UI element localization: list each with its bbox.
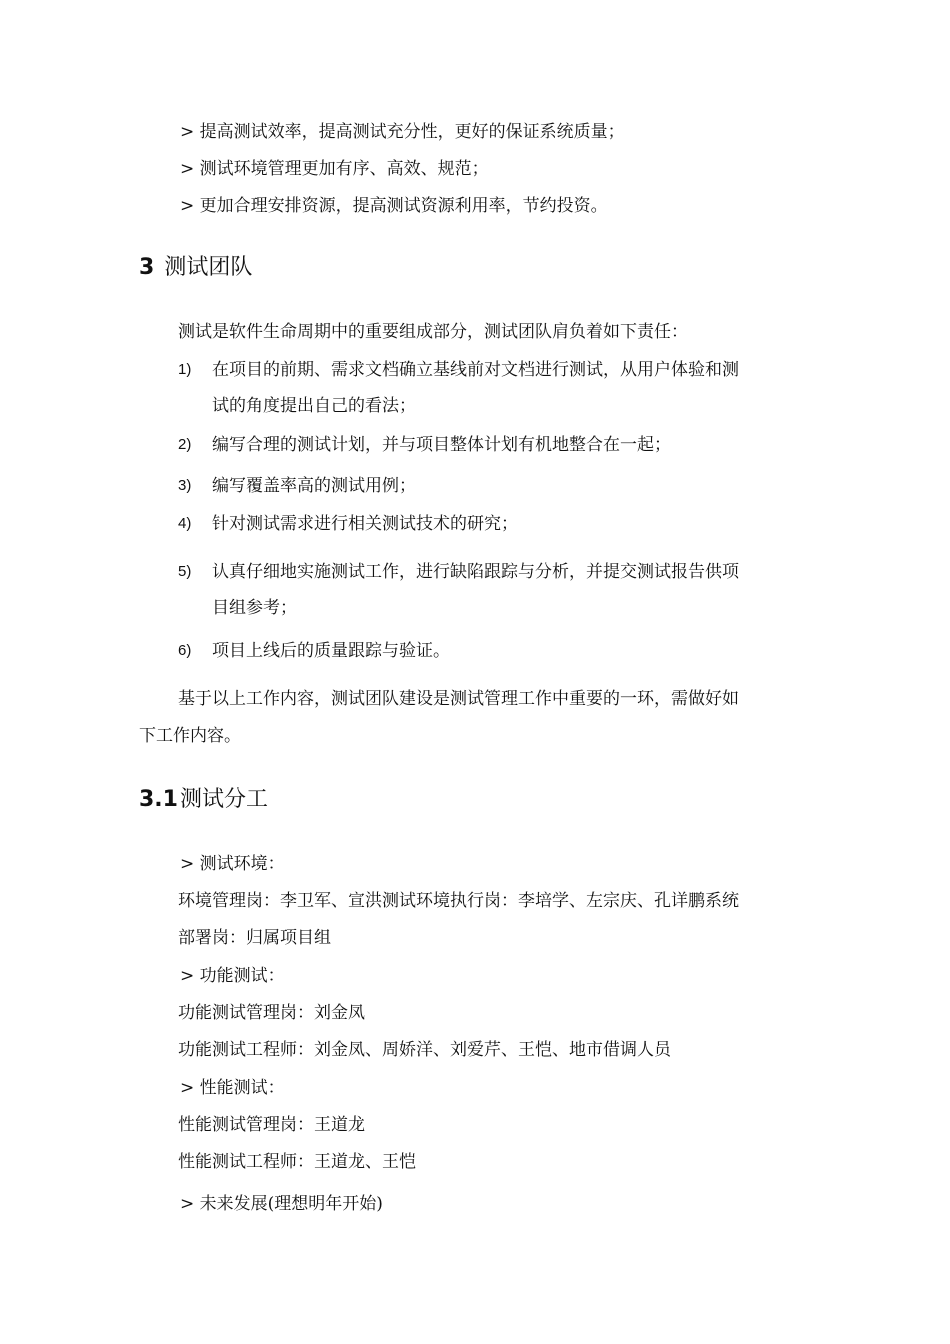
section-3-summary-line2: 下工作内容。 bbox=[139, 726, 241, 746]
section-3-intro: 测试是软件生命周期中的重要组成部分，测试团队肩负着如下责任： bbox=[178, 322, 688, 342]
list-item-5-line1: 认真仔细地实施测试工作，进行缺陷跟踪与分析，并提交测试报告供项 bbox=[212, 562, 739, 582]
list-number-3: 3) bbox=[178, 477, 192, 494]
list-item-1-line1: 在项目的前期、需求文档确立基线前对文档进行测试，从用户体验和测 bbox=[212, 360, 739, 380]
role-func-manager: 功能测试管理岗：刘金凤 bbox=[178, 1003, 365, 1023]
role-func-heading: > 功能测试： bbox=[180, 966, 285, 986]
list-item-1-line2: 试的角度提出自己的看法； bbox=[212, 396, 416, 416]
list-number-5: 5) bbox=[178, 563, 192, 580]
list-item-6-line1: 项目上线后的质量跟踪与验证。 bbox=[212, 641, 450, 661]
section-3-1-number: 3.1 bbox=[139, 787, 178, 812]
section-3-1-heading bbox=[139, 785, 268, 815]
bullet-resources: > 更加合理安排资源，提高测试资源利用率，节约投资。 bbox=[180, 196, 608, 216]
list-number-1: 1) bbox=[178, 361, 192, 378]
list-item-2-line1: 编写合理的测试计划，并与项目整体计划有机地整合在一起； bbox=[212, 435, 671, 455]
section-3-heading bbox=[139, 253, 252, 283]
role-perf-heading: > 性能测试： bbox=[180, 1078, 285, 1098]
role-env-line1: 环境管理岗：李卫军、宣洪测试环境执行岗：李培学、左宗庆、孔详鹏系统 bbox=[178, 891, 739, 911]
list-item-3-line1: 编写覆盖率高的测试用例； bbox=[212, 476, 416, 496]
section-3-number: 3 bbox=[139, 255, 155, 280]
list-number-2: 2) bbox=[178, 436, 192, 453]
list-number-4: 4) bbox=[178, 515, 192, 532]
future-development: > 未来发展(理想明年开始) bbox=[180, 1194, 383, 1214]
bullet-efficiency: > 提高测试效率，提高测试充分性，更好的保证系统质量； bbox=[180, 122, 625, 142]
role-env-line2: 部署岗：归属项目组 bbox=[178, 928, 331, 948]
role-perf-manager: 性能测试管理岗：王道龙 bbox=[178, 1115, 365, 1135]
section-3-1-title: 测试分工 bbox=[179, 787, 268, 812]
list-item-5-line2: 目组参考； bbox=[212, 598, 297, 618]
list-number-6: 6) bbox=[178, 642, 192, 659]
role-perf-engineers: 性能测试工程师：王道龙、王恺 bbox=[178, 1152, 416, 1172]
role-func-engineers: 功能测试工程师：刘金凤、周娇洋、刘爱芹、王恺、地市借调人员 bbox=[178, 1040, 671, 1060]
section-3-summary-line1: 基于以上工作内容，测试团队建设是测试管理工作中重要的一环，需做好如 bbox=[178, 689, 739, 709]
section-3-title: 测试团队 bbox=[164, 255, 253, 280]
bullet-environment: > 测试环境管理更加有序、高效、规范； bbox=[180, 159, 489, 179]
list-item-4-line1: 针对测试需求进行相关测试技术的研究； bbox=[212, 514, 518, 534]
role-env-heading: > 测试环境： bbox=[180, 854, 285, 874]
